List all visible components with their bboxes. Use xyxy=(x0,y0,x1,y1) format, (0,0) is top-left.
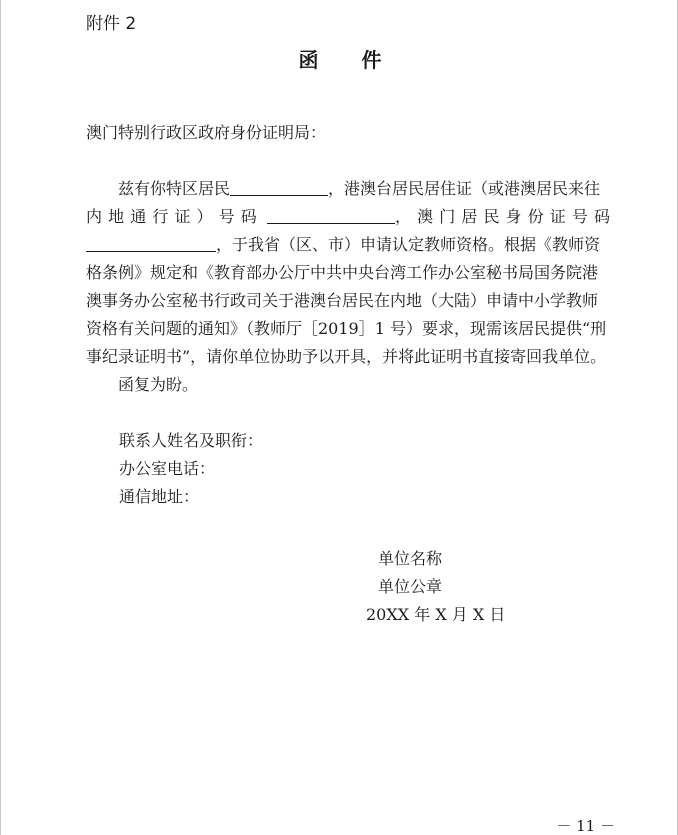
body-line-4: 格条例》规定和《教育部办公厅中共中央台湾工作办公室秘书局国务院港 xyxy=(86,263,599,282)
closing-line: 函复为盼。 xyxy=(118,375,199,394)
body-line-5: 澳事务办公室秘书行政司关于港澳台居民在内地（大陆）申请中小学教师 xyxy=(86,291,599,310)
body-text: ，澳门居民身份证号码 xyxy=(394,207,616,226)
body-text: ，港澳台居民居住证（或港澳居民来往 xyxy=(328,179,601,198)
contact-name-title: 联系人姓名及职衔： xyxy=(119,431,264,450)
document-title: 函 件 xyxy=(298,48,400,72)
addressee: 澳门特别行政区政府身份证明局： xyxy=(86,123,327,142)
unit-seal: 单位公章 xyxy=(378,577,443,596)
contact-address: 通信地址： xyxy=(119,487,200,506)
page-number: － 11 － xyxy=(556,817,615,835)
body-line-6: 资格有关问题的通知》（教师厅［2019］1 号）要求，现需该居民提供“刑 xyxy=(86,319,607,338)
macau-id-number-blank[interactable] xyxy=(86,236,216,252)
body-line-2 xyxy=(86,204,616,227)
body-line-7: 事纪录证明书”，请你单位协助予以开具，并将此证明书直接寄回我单位。 xyxy=(86,347,607,366)
body-text: 内地通行证）号码 xyxy=(86,207,263,226)
resident-name-blank[interactable] xyxy=(230,180,328,196)
attachment-label: 附件 2 xyxy=(86,14,137,34)
letter-date: 20XX 年 X 月 X 日 xyxy=(366,605,506,624)
body-text: ，于我省（区、市）申请认定教师资格。根据《教师资 xyxy=(216,235,601,254)
unit-name: 单位名称 xyxy=(378,549,443,568)
body-line-3 xyxy=(86,232,616,255)
contact-phone: 办公室电话： xyxy=(119,459,216,478)
permit-number-blank[interactable] xyxy=(267,208,395,224)
body-text: 兹有你特区居民 xyxy=(118,179,231,198)
body-line-1 xyxy=(86,176,616,199)
